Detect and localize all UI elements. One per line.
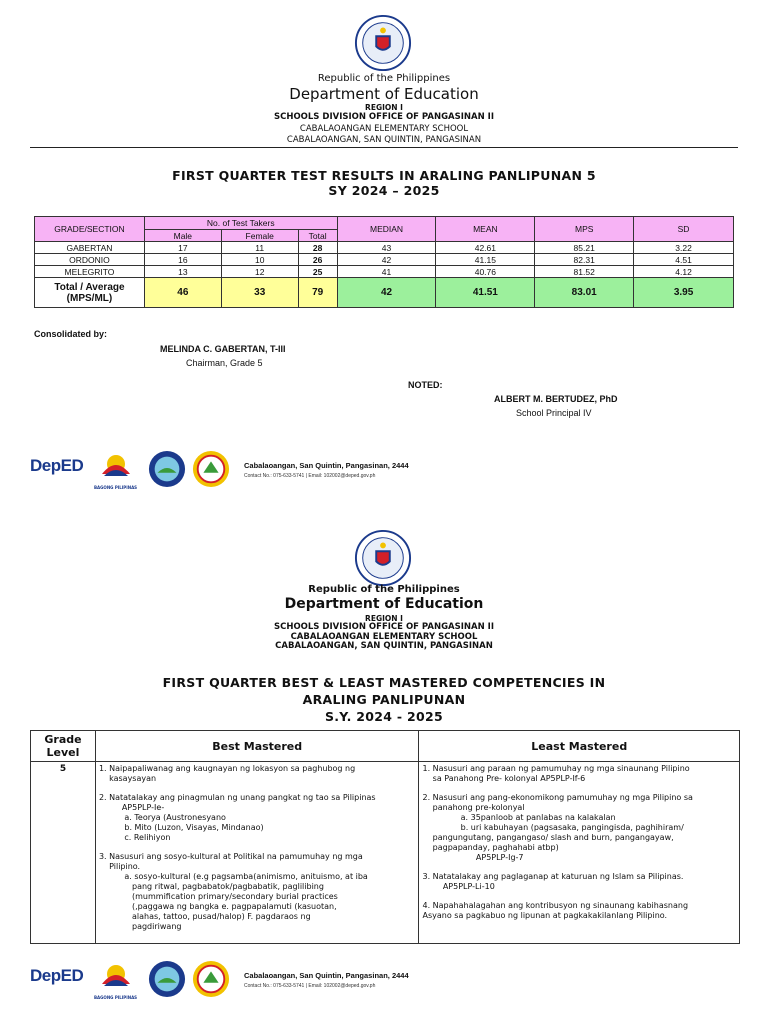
school-text: CABALAOANGAN ELEMENTARY SCHOOL <box>290 632 478 642</box>
school-seal-icon <box>192 450 230 488</box>
consolidator-name: MELINDA C. GABERTAN, T-III <box>160 344 286 354</box>
header-sd: SD <box>634 217 734 242</box>
section-cell: ORDONIO <box>35 254 145 266</box>
sd-cell: 4.12 <box>634 266 734 278</box>
header-grade-section: GRADE/SECTION <box>35 217 145 242</box>
header-median: MEDIAN <box>337 217 436 242</box>
bagong-pilipinas-text: BAGONG PILIPINAS <box>94 995 138 1000</box>
header-best-mastered: Best Mastered <box>95 731 419 762</box>
footer <box>30 448 530 494</box>
competencies-subtitle: ARALING PANLIPUNAN <box>302 692 466 707</box>
division-text: SCHOOLS DIVISION OFFICE OF PANGASINAN II <box>273 112 495 122</box>
deped-seal-icon <box>354 14 412 72</box>
total-total: 79 <box>298 278 337 308</box>
total-sd: 3.95 <box>634 278 734 308</box>
total-mps: 83.01 <box>535 278 634 308</box>
department-title: Department of Education <box>289 85 479 103</box>
header-least-mastered: Least Mastered <box>419 731 740 762</box>
results-table <box>34 216 734 308</box>
total-mean: 41.51 <box>436 278 535 308</box>
list-item: 3. Nasusuri ang sosyo-kultural at Politikal na pamumuhay ng mga Pilipino. a. sosyo-kultural (e.g pagsamba(animismo, anituismo, at iba pang ritwal, pagbabatok/pagbabatik, paglilibing (mummification primary/secondary burial practices (,paggawa ng bangka e. pagpapalamuti (kasuotan, alahas, tattoo, pusad/halop) F. pagdaraos ng pagdiriwang <box>98 852 368 931</box>
total-label-line2: (MPS/ML) <box>66 292 113 304</box>
mps-cell: 81.52 <box>535 266 634 278</box>
republic-text: Republic of the Philippines <box>308 584 460 595</box>
bagong-pilipinas-text: BAGONG PILIPINAS <box>94 485 138 490</box>
competencies-page <box>0 515 768 1024</box>
results-subtitle: SY 2024 – 2025 <box>328 183 440 198</box>
school-seal-icon <box>192 960 230 998</box>
male-cell: 16 <box>144 254 221 266</box>
footer-address: Cabalaoangan, San Quintin, Pangasinan, 2444 <box>244 461 409 470</box>
section-cell: GABERTAN <box>35 242 145 254</box>
mean-cell: 42.61 <box>436 242 535 254</box>
median-cell: 41 <box>337 266 436 278</box>
header-male: Male <box>144 230 221 242</box>
female-cell: 11 <box>221 242 298 254</box>
list-item: 2. Nasusuri ang pang-ekonomikong pamumuhay ng mga Pilipino sa panahong pre-kolonyal a. 35panloob at panlabas na kalakalan b. uri kabuhayan (pagsasaka, pangingisda, paghihiram/ pangungutang, pangangaso/ slash and burn, pangangayaw, pagpapanday, paghahabi atbp) AP5PLP-Ig-7 <box>422 793 693 862</box>
address-text: CABALAOANGAN, SAN QUINTIN, PANGASINAN <box>286 135 482 145</box>
division-seal-icon <box>148 960 186 998</box>
deped-logo <box>30 456 83 476</box>
address-text: CABALAOANGAN, SAN QUINTIN, PANGASINAN <box>275 641 493 651</box>
sd-cell: 3.22 <box>634 242 734 254</box>
results-page <box>0 0 768 505</box>
best-mastered-cell <box>95 762 419 944</box>
region-text: REGION I <box>365 103 403 112</box>
header-mps: MPS <box>535 217 634 242</box>
female-cell: 12 <box>221 266 298 278</box>
footer-address: Cabalaoangan, San Quintin, Pangasinan, 2444 <box>244 971 409 980</box>
consolidator-title: Chairman, Grade 5 <box>186 358 263 368</box>
consolidated-label: Consolidated by: <box>34 329 108 339</box>
list-item: 1. Nasusuri ang paraan ng pamumuhay ng mga sinaunang Pilipino sa Panahong Pre- kolonyal AP5PLP-If-6 <box>422 764 690 783</box>
footer-contact: Contact No.: 075-633-5741 | Email: 102002@deped.gov.ph <box>244 473 376 479</box>
deped-logo <box>30 966 83 986</box>
deped-seal-icon <box>354 529 412 587</box>
deped-logo-text: DepED <box>30 456 84 475</box>
grade-cell: 5 <box>31 762 96 944</box>
noted-label: NOTED: <box>408 380 443 390</box>
header-female: Female <box>221 230 298 242</box>
principal-title: School Principal IV <box>516 408 592 418</box>
male-cell: 13 <box>144 266 221 278</box>
total-female: 33 <box>221 278 298 308</box>
bagong-pilipinas-logo-icon <box>96 960 136 992</box>
total-male: 46 <box>144 278 221 308</box>
list-item: 4. Napahahalagahan ang kontribusyon ng sinaunang kabihasnang Asyano sa pagkabuo ng lipunan at pagkakakilanlang Pilipino. <box>422 901 689 920</box>
deped-logo-text: DepED <box>30 966 84 985</box>
list-item: 1. Naipapaliwanag ang kaugnayan ng lokasyon sa paghubog ng kasaysayan <box>98 764 356 783</box>
header-mean: MEAN <box>436 217 535 242</box>
header-total: Total <box>298 230 337 242</box>
list-item: 3. Natatalakay ang paglaganap at katuruan ng Islam sa Pilipinas. AP5PLP-Li-10 <box>422 872 684 891</box>
footer-contact: Contact No.: 075-633-5741 | Email: 102002@deped.gov.ph <box>244 983 376 989</box>
male-cell: 17 <box>144 242 221 254</box>
table-row <box>31 762 740 944</box>
competencies-title: FIRST QUARTER BEST & LEAST MASTERED COMPETENCIES IN <box>162 675 606 690</box>
total-median: 42 <box>337 278 436 308</box>
median-cell: 43 <box>337 242 436 254</box>
header-grade-level: Grade Level <box>31 731 96 762</box>
total-label-line1: Total / Average <box>54 281 125 293</box>
total-cell: 28 <box>298 242 337 254</box>
republic-text: Republic of the Philippines <box>317 73 451 84</box>
total-cell: 26 <box>298 254 337 266</box>
section-cell: MELEGRITO <box>35 266 145 278</box>
mean-cell: 41.15 <box>436 254 535 266</box>
total-cell: 25 <box>298 266 337 278</box>
list-item: 2. Natatalakay ang pinagmulan ng unang pangkat ng tao sa Pilipinas AP5PLP-Ie- a. Teorya (Austronesyano b. Mito (Luzon, Visayas, Mindanao) c. Relihiyon <box>98 793 376 842</box>
competencies-sy: S.Y. 2024 - 2025 <box>324 709 444 724</box>
table-row <box>35 242 734 254</box>
least-mastered-cell <box>419 762 740 944</box>
principal-name: ALBERT M. BERTUDEZ, PhD <box>494 394 618 404</box>
mps-cell: 82.31 <box>535 254 634 266</box>
school-text: CABALAOANGAN ELEMENTARY SCHOOL <box>299 124 469 134</box>
mean-cell: 40.76 <box>436 266 535 278</box>
header-no-takers: No. of Test Takers <box>144 217 337 230</box>
total-row <box>35 278 734 308</box>
table-row <box>35 266 734 278</box>
region-text: REGION I <box>365 614 403 623</box>
table-row <box>35 254 734 266</box>
median-cell: 42 <box>337 254 436 266</box>
results-title: FIRST QUARTER TEST RESULTS IN ARALING PANLIPUNAN 5 <box>172 168 596 183</box>
sd-cell: 4.51 <box>634 254 734 266</box>
division-text: SCHOOLS DIVISION OFFICE OF PANGASINAN II <box>273 622 495 632</box>
total-label <box>35 278 145 308</box>
mps-cell: 85.21 <box>535 242 634 254</box>
competencies-table <box>30 730 740 944</box>
division-seal-icon <box>148 450 186 488</box>
bagong-pilipinas-logo-icon <box>96 450 136 482</box>
header-divider <box>30 147 738 148</box>
female-cell: 10 <box>221 254 298 266</box>
department-title: Department of Education <box>284 596 484 612</box>
footer <box>30 958 530 1004</box>
